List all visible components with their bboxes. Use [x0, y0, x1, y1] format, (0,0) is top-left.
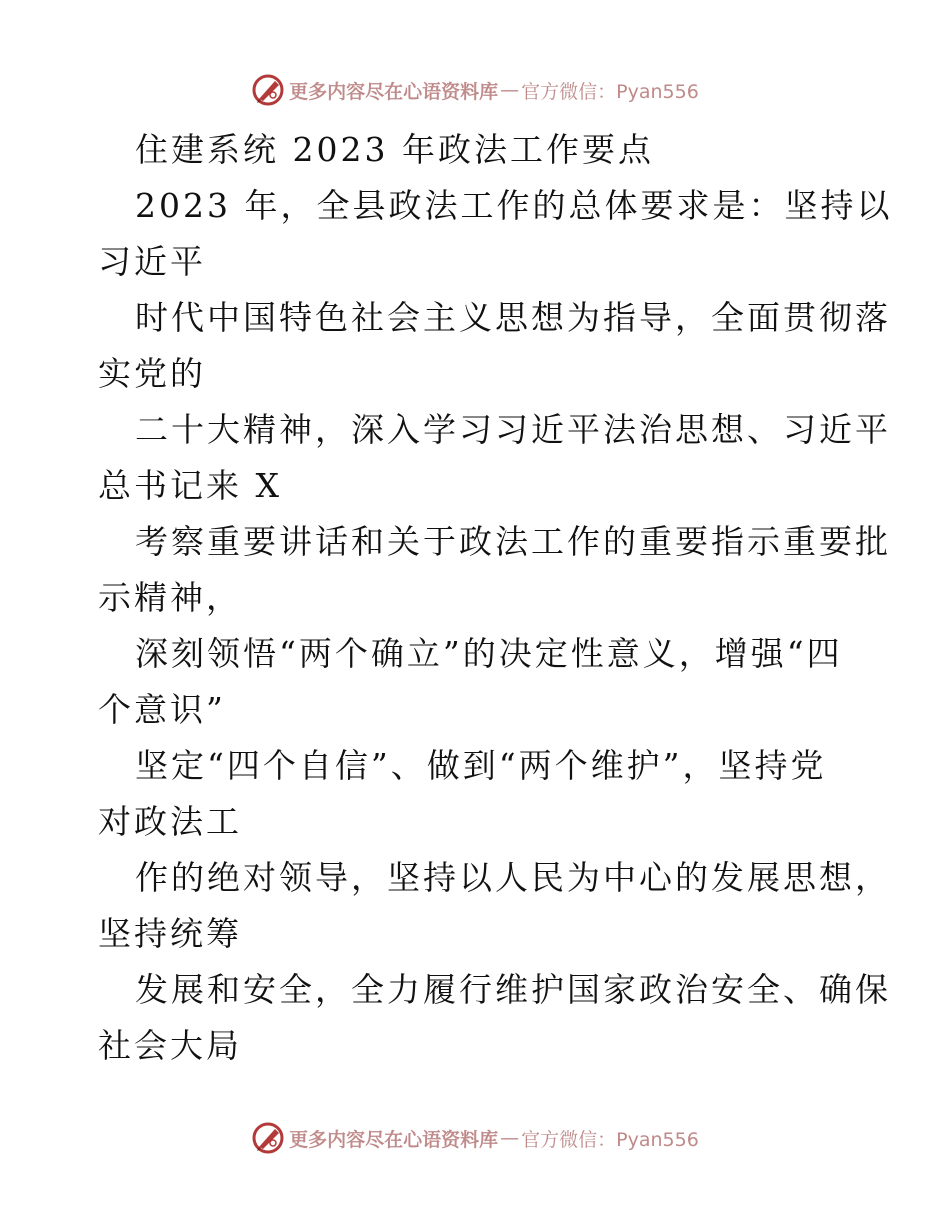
text-line: 坚定“四个自信”、做到“两个维护”，坚持党: [135, 746, 827, 785]
banner-wechat: 官方微信：Pyan556: [521, 80, 699, 103]
text-line: 二十大精神，深入学习习近平法治思想、习近平: [135, 410, 891, 449]
header-banner: [0, 70, 950, 110]
text-line: 对政法工: [98, 802, 242, 841]
document-title: 住建系统 2023 年政法工作要点: [135, 130, 654, 169]
text-line: 2023 年，全县政法工作的总体要求是：坚持以: [135, 186, 893, 225]
banner-text: 更多内容尽在心语资料库: [289, 80, 499, 103]
text-line: 考察重要讲话和关于政法工作的重要指示重要批: [135, 522, 891, 561]
text-line: 习近平: [98, 242, 206, 281]
text-line: 作的绝对领导，坚持以人民为中心的发展思想，: [135, 858, 891, 897]
document-body: [98, 122, 893, 1074]
text-line: 深刻领悟“两个确立”的决定性意义，增强“四: [135, 634, 843, 673]
text-line: 个意识”: [98, 690, 226, 729]
text-line: 实党的: [98, 354, 206, 393]
text-line: 坚持统筹: [98, 914, 242, 953]
banner-text: 更多内容尽在心语资料库: [289, 1128, 499, 1151]
banner-separator: —: [500, 79, 520, 101]
pen-logo-icon: [251, 73, 285, 107]
footer-banner: [0, 1118, 950, 1158]
text-line: 发展和安全，全力履行维护国家政治安全、确保: [135, 970, 891, 1009]
text-line: 示精神，: [98, 578, 242, 617]
pen-logo-icon: [251, 1121, 285, 1155]
banner-wechat: 官方微信：Pyan556: [521, 1128, 699, 1151]
text-line: 社会大局: [98, 1026, 242, 1065]
text-line: 总书记来 X: [98, 466, 282, 505]
banner-separator: —: [500, 1127, 520, 1149]
text-line: 时代中国特色社会主义思想为指导，全面贯彻落: [135, 298, 891, 337]
